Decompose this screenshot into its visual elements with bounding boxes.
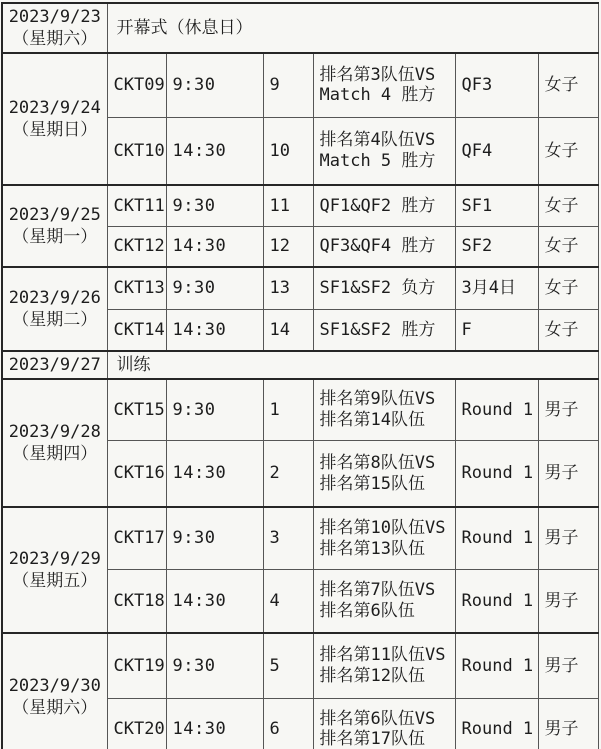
date-cell (2, 633, 107, 749)
match-code-cell: CKT14 (107, 309, 166, 351)
gender-cell: 女子 (538, 53, 598, 117)
stage-cell: Round 1 (455, 569, 538, 633)
date-text: 2023/9/23 (8, 7, 101, 27)
teams-cell (313, 507, 455, 569)
teams-line1: 排名第4队伍VS (319, 130, 436, 151)
stage-cell: QF3 (455, 53, 538, 117)
teams-line2: 排名第17队伍 (319, 729, 425, 749)
match-number-cell: 6 (263, 698, 313, 749)
time-cell: 14:30 (166, 226, 263, 267)
teams-line1: 排名第6队伍VS (319, 708, 436, 729)
match-number-cell: 1 (263, 379, 313, 440)
date-cell (2, 185, 107, 267)
match-number-cell: 12 (263, 226, 313, 267)
date-cell (2, 351, 107, 379)
time-cell: 14:30 (166, 569, 263, 633)
weekday-text: （星期五） (12, 571, 98, 592)
teams-line1: 排名第7队伍VS (319, 580, 436, 601)
match-code-cell: CKT11 (107, 185, 166, 226)
weekday-text: （星期四） (12, 444, 98, 465)
match-number-cell: 10 (263, 117, 313, 185)
teams-line2: Match 4 胜方 (319, 85, 436, 106)
gender-cell: 女子 (538, 226, 598, 267)
stage-cell: Round 1 (455, 633, 538, 698)
event-note-cell: 训练 (107, 351, 598, 379)
teams-cell (313, 53, 455, 117)
date-text: 2023/9/25 (8, 205, 101, 226)
teams-line1: 排名第8队伍VS (319, 452, 436, 473)
stage-cell: SF2 (455, 226, 538, 267)
match-number-cell: 3 (263, 507, 313, 569)
teams-line2: 排名第15队伍 (319, 473, 425, 494)
time-cell: 9:30 (166, 633, 263, 698)
teams-line1: 排名第10队伍VS (319, 517, 446, 538)
stage-cell: QF4 (455, 117, 538, 185)
teams-line1: 排名第9队伍VS (319, 389, 436, 410)
time-cell: 9:30 (166, 379, 263, 440)
date-text: 2023/9/30 (8, 675, 101, 696)
match-code-cell: CKT09 (107, 53, 166, 117)
time-cell: 9:30 (166, 267, 263, 309)
teams-cell (313, 698, 455, 749)
teams-line2: 排名第12队伍 (319, 666, 425, 687)
teams-cell (313, 117, 455, 185)
date-text: 2023/9/28 (8, 422, 101, 443)
weekday-text: （星期二） (12, 310, 98, 331)
gender-cell: 男子 (538, 569, 598, 633)
teams-line2: Match 5 胜方 (319, 150, 436, 171)
match-number-cell: 5 (263, 633, 313, 698)
teams-line1: 排名第11队伍VS (319, 645, 446, 666)
match-code-cell: CKT19 (107, 633, 166, 698)
time-cell: 9:30 (166, 185, 263, 226)
gender-cell: 女子 (538, 185, 598, 226)
date-cell (2, 267, 107, 351)
stage-cell: SF1 (455, 185, 538, 226)
match-code-cell: CKT20 (107, 698, 166, 749)
match-code-cell: CKT17 (107, 507, 166, 569)
gender-cell: 男子 (538, 440, 598, 507)
teams-cell: SF1&SF2 负方 (313, 267, 455, 309)
teams-cell: QF3&QF4 胜方 (313, 226, 455, 267)
match-number-cell: 9 (263, 53, 313, 117)
time-cell: 9:30 (166, 53, 263, 117)
gender-cell: 男子 (538, 507, 598, 569)
match-code-cell: CKT10 (107, 117, 166, 185)
stage-cell: F (455, 309, 538, 351)
match-code-cell: CKT16 (107, 440, 166, 507)
teams-cell (313, 633, 455, 698)
time-cell: 14:30 (166, 309, 263, 351)
match-code-cell: CKT15 (107, 379, 166, 440)
weekday-text: （星期六） (12, 698, 98, 719)
stage-cell: 3月4日 (455, 267, 538, 309)
schedule-table (1, 2, 599, 749)
event-note-cell: 开幕式（休息日） (107, 3, 598, 53)
match-number-cell: 13 (263, 267, 313, 309)
weekday-text: （星期一） (12, 227, 98, 248)
match-code-cell: CKT13 (107, 267, 166, 309)
teams-line2: 排名第6队伍 (319, 601, 415, 622)
weekday-text: （星期日） (12, 120, 98, 141)
weekday-text: （星期六） (12, 29, 98, 50)
time-cell: 9:30 (166, 507, 263, 569)
stage-cell: Round 1 (455, 507, 538, 569)
gender-cell: 男子 (538, 379, 598, 440)
time-cell: 14:30 (166, 698, 263, 749)
date-cell (2, 53, 107, 185)
gender-cell: 女子 (538, 309, 598, 351)
gender-cell: 女子 (538, 117, 598, 185)
time-cell: 14:30 (166, 440, 263, 507)
date-cell (2, 379, 107, 507)
teams-line2: 排名第14队伍 (319, 410, 425, 431)
teams-line2: 排名第13队伍 (319, 538, 425, 559)
match-code-cell: CKT12 (107, 226, 166, 267)
date-text: 2023/9/27 (8, 355, 101, 376)
date-text: 2023/9/24 (8, 98, 101, 119)
match-number-cell: 2 (263, 440, 313, 507)
teams-cell (313, 569, 455, 633)
teams-line1: 排名第3队伍VS (319, 64, 436, 85)
stage-cell: Round 1 (455, 440, 538, 507)
teams-cell: QF1&QF2 胜方 (313, 185, 455, 226)
date-cell (2, 3, 107, 53)
date-cell (2, 507, 107, 633)
gender-cell: 男子 (538, 698, 598, 749)
gender-cell: 女子 (538, 267, 598, 309)
stage-cell: Round 1 (455, 698, 538, 749)
teams-cell (313, 440, 455, 507)
match-code-cell: CKT18 (107, 569, 166, 633)
teams-cell: SF1&SF2 胜方 (313, 309, 455, 351)
stage-cell: Round 1 (455, 379, 538, 440)
match-number-cell: 11 (263, 185, 313, 226)
time-cell: 14:30 (166, 117, 263, 185)
teams-cell (313, 379, 455, 440)
date-text: 2023/9/26 (8, 288, 101, 309)
match-number-cell: 4 (263, 569, 313, 633)
date-text: 2023/9/29 (8, 549, 101, 570)
match-number-cell: 14 (263, 309, 313, 351)
gender-cell: 男子 (538, 633, 598, 698)
